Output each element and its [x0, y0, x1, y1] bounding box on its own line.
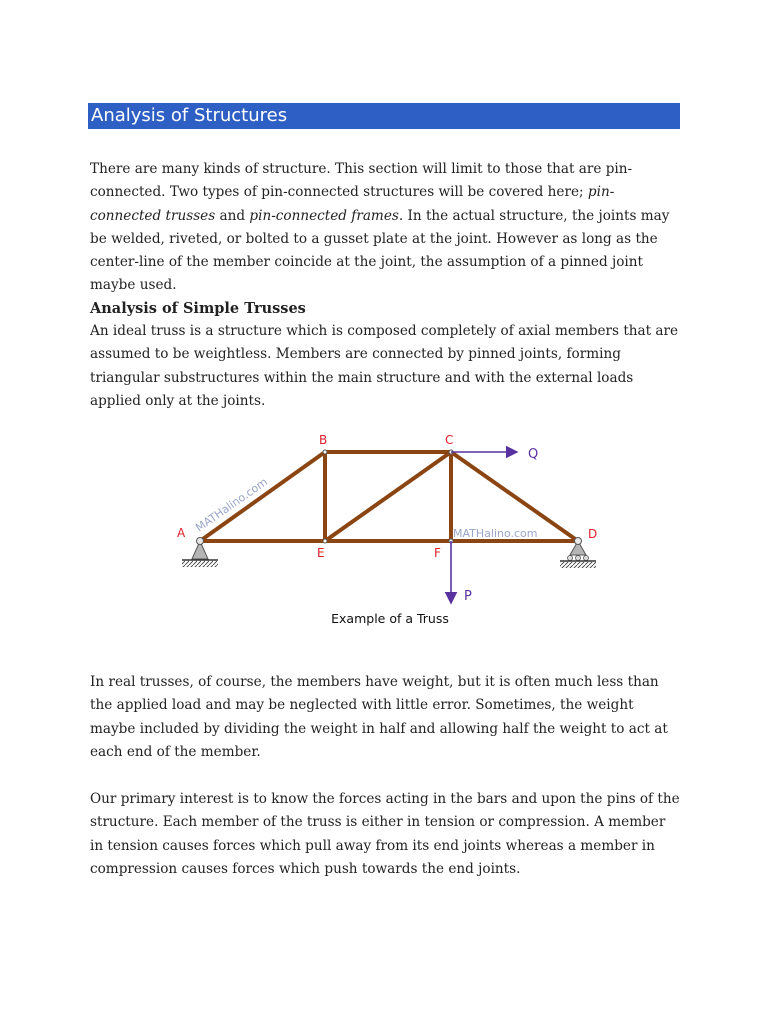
- joint-label-b: B: [319, 433, 328, 447]
- truss-diagram: [165, 425, 615, 610]
- intro-emphasis-trusses: pin-connected trusses: [90, 184, 615, 224]
- intro-emphasis-frames: pin-connected frames: [249, 207, 399, 224]
- truss-figure: [165, 425, 615, 640]
- truss-definition-paragraph: An ideal truss is a structure which is composed completely of axial members that are assumed to be weightless. Members are connected by pinned joints, forming triangular substructures within the main structure and with the external loads applied only at the joints.: [90, 323, 679, 409]
- intro-text-2: and: [215, 207, 250, 224]
- member-weight-paragraph: In real trusses, of course, the members have weight, but it is often much less than the applied load and may be neglected with little error. Sometimes, the weight maybe included by dividing the weight in half and allowing half the weight to act at each end of the member.: [90, 674, 668, 760]
- watermark-horizontal: MATHalino.com: [453, 527, 538, 540]
- intro-text-3: . In the actual structure, the joints may be welded, riveted, or bolted to a gusset plate at the joint. However as long as the center-line of the member coincide at the joint, the assumption of a pinned joint maybe used.: [90, 207, 670, 294]
- joint-label-a: A: [177, 526, 186, 540]
- member-ab: [200, 452, 325, 541]
- joint-label-f: F: [434, 546, 441, 560]
- load-label-q: Q: [528, 447, 539, 462]
- pin-b: [323, 450, 327, 454]
- member-forces-paragraph: Our primary interest is to know the forces acting in the bars and upon the pins of the structure. Each member of the truss is either in tension or compression. A member in tension causes forces which pull away from its end joints whereas a member in compression causes forces which push towards the end joints.: [90, 791, 680, 877]
- joint-label-d: D: [588, 527, 598, 541]
- intro-paragraph: [90, 158, 680, 298]
- joint-label-e: E: [317, 546, 325, 560]
- intro-text-1: There are many kinds of structure. This section will limit to those that are pin-connected. Two types of pin-connected structures will be covered here;: [90, 161, 633, 201]
- pin-e: [323, 539, 327, 543]
- section-title-bar: [88, 103, 680, 129]
- load-label-p: P: [464, 589, 472, 604]
- section-title: Analysis of Structures: [91, 105, 288, 126]
- member-ec: [325, 452, 451, 541]
- joint-label-c: C: [445, 433, 454, 447]
- subheading-simple-trusses: Analysis of Simple Trusses: [90, 300, 306, 317]
- watermark-diagonal: MATHalino.com: [193, 475, 270, 535]
- figure-caption: Example of a Truss: [331, 611, 449, 626]
